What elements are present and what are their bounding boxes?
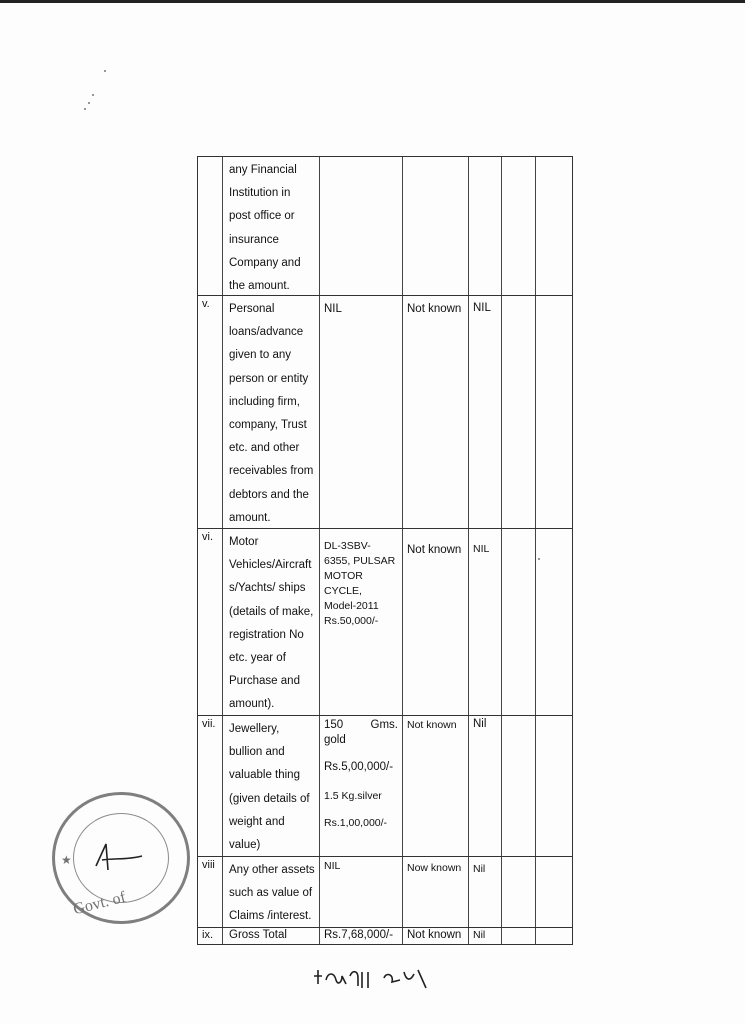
row-empty-cell [536, 928, 572, 944]
row-empty-cell [502, 716, 536, 856]
page-top-edge [0, 0, 745, 3]
description-line: s/Yachts/ ships [229, 582, 306, 595]
scan-speck [538, 558, 540, 560]
details-line: Rs.50,000/- [324, 615, 379, 627]
row-source: Not known [403, 928, 469, 944]
row-value: Nil [469, 716, 502, 856]
row-description [223, 157, 320, 295]
stamp-text: Govt. of [71, 888, 128, 919]
scan-speck [92, 94, 94, 96]
description-line: company, Trust [229, 419, 307, 432]
row-empty-cell [502, 296, 536, 528]
table-row [198, 156, 572, 295]
details-line: NIL [324, 303, 342, 315]
table-row [198, 715, 572, 856]
scan-speck [84, 108, 86, 110]
row-empty-cell [502, 857, 536, 927]
row-description [223, 928, 320, 944]
description-line: loans/advance [229, 326, 304, 339]
description-line: such as value of [229, 887, 313, 900]
row-empty-cell [536, 157, 572, 295]
description-line: receivables from [229, 465, 314, 478]
table-row [198, 295, 572, 528]
details-line: 150 Gms. [324, 719, 398, 731]
row-description [223, 529, 320, 715]
description-line: amount. [229, 511, 271, 524]
row-number: v. [198, 296, 223, 528]
description-line: value) [229, 839, 261, 852]
description-line: Any other assets [229, 864, 315, 876]
description-line: post office or [229, 210, 295, 223]
row-value: Nil [469, 857, 502, 927]
star-icon: ★ [61, 853, 72, 867]
description-line: Company and [229, 256, 301, 269]
description-line: registration No [229, 628, 304, 641]
row-source: Not known [403, 529, 469, 715]
details-line: 1.5 Kg.silver [324, 790, 382, 802]
row-value: NIL [469, 296, 502, 528]
row-description [223, 296, 320, 528]
scan-speck [104, 70, 106, 72]
row-source: Not known [403, 296, 469, 528]
row-details [320, 529, 403, 715]
description-line: the amount. [229, 280, 290, 293]
description-line: Jewellery, [229, 723, 280, 735]
details-line: NIL [324, 860, 341, 872]
details-line: CYCLE, [324, 585, 362, 597]
description-line: Motor [229, 536, 259, 548]
description-line: amount). [229, 698, 275, 711]
details-line: Rs.5,00,000/- [324, 761, 394, 773]
row-empty-cell [502, 529, 536, 715]
details-line: gold [324, 734, 346, 746]
description-line: any Financial [229, 164, 297, 176]
description-line: Gross Total [229, 929, 287, 941]
row-details [320, 928, 403, 944]
details-line: MOTOR [324, 570, 363, 582]
row-value: NIL [469, 529, 502, 715]
description-line: Personal [229, 303, 275, 315]
description-line: valuable thing [229, 769, 300, 782]
row-details [320, 296, 403, 528]
row-source [403, 157, 469, 295]
table-row [198, 927, 572, 944]
table-row [198, 856, 572, 927]
description-line: debtors and the [229, 488, 309, 501]
details-line: DL-3SBV- [324, 540, 371, 552]
row-details [320, 857, 403, 927]
row-source: Now known [403, 857, 469, 927]
row-number: vii. [198, 716, 223, 856]
description-line: given to any [229, 349, 292, 362]
description-line: Vehicles/Aircraft [229, 559, 312, 572]
description-line: including firm, [229, 395, 300, 408]
row-empty-cell [502, 157, 536, 295]
description-line: Purchase and [229, 675, 300, 688]
description-line: (given details of [229, 792, 310, 805]
row-empty-cell [536, 857, 572, 927]
details-line: Model-2011 [324, 600, 379, 612]
row-details [320, 716, 403, 856]
row-empty-cell [502, 928, 536, 944]
assets-table [197, 156, 573, 945]
description-line: person or entity [229, 372, 309, 385]
description-line: Institution in [229, 187, 291, 200]
row-number [198, 157, 223, 295]
signature [84, 836, 144, 876]
details-line: Rs.7,68,000/- [324, 929, 394, 941]
details-line: Rs.1,00,000/- [324, 817, 388, 829]
row-value [469, 157, 502, 295]
description-line: bullion and [229, 746, 285, 759]
row-source: Not known [403, 716, 469, 856]
description-line: Claims /interest. [229, 910, 312, 923]
row-description [223, 716, 320, 856]
description-line: (details of make, [229, 605, 314, 618]
description-line: etc. and other [229, 442, 300, 455]
description-line: weight and [229, 815, 285, 828]
row-description [223, 857, 320, 927]
row-empty-cell [536, 529, 572, 715]
row-details [320, 157, 403, 295]
row-empty-cell [536, 296, 572, 528]
row-number: vi. [198, 529, 223, 715]
row-value: Nil [469, 928, 502, 944]
row-empty-cell [536, 716, 572, 856]
description-line: insurance [229, 233, 279, 246]
table-row [198, 528, 572, 715]
row-number: viii [198, 857, 223, 927]
scan-speck [88, 102, 90, 104]
description-line: etc. year of [229, 652, 286, 665]
handwritten-note [310, 962, 450, 992]
row-number: ix. [198, 928, 223, 944]
details-line: 6355, PULSAR [324, 555, 396, 567]
